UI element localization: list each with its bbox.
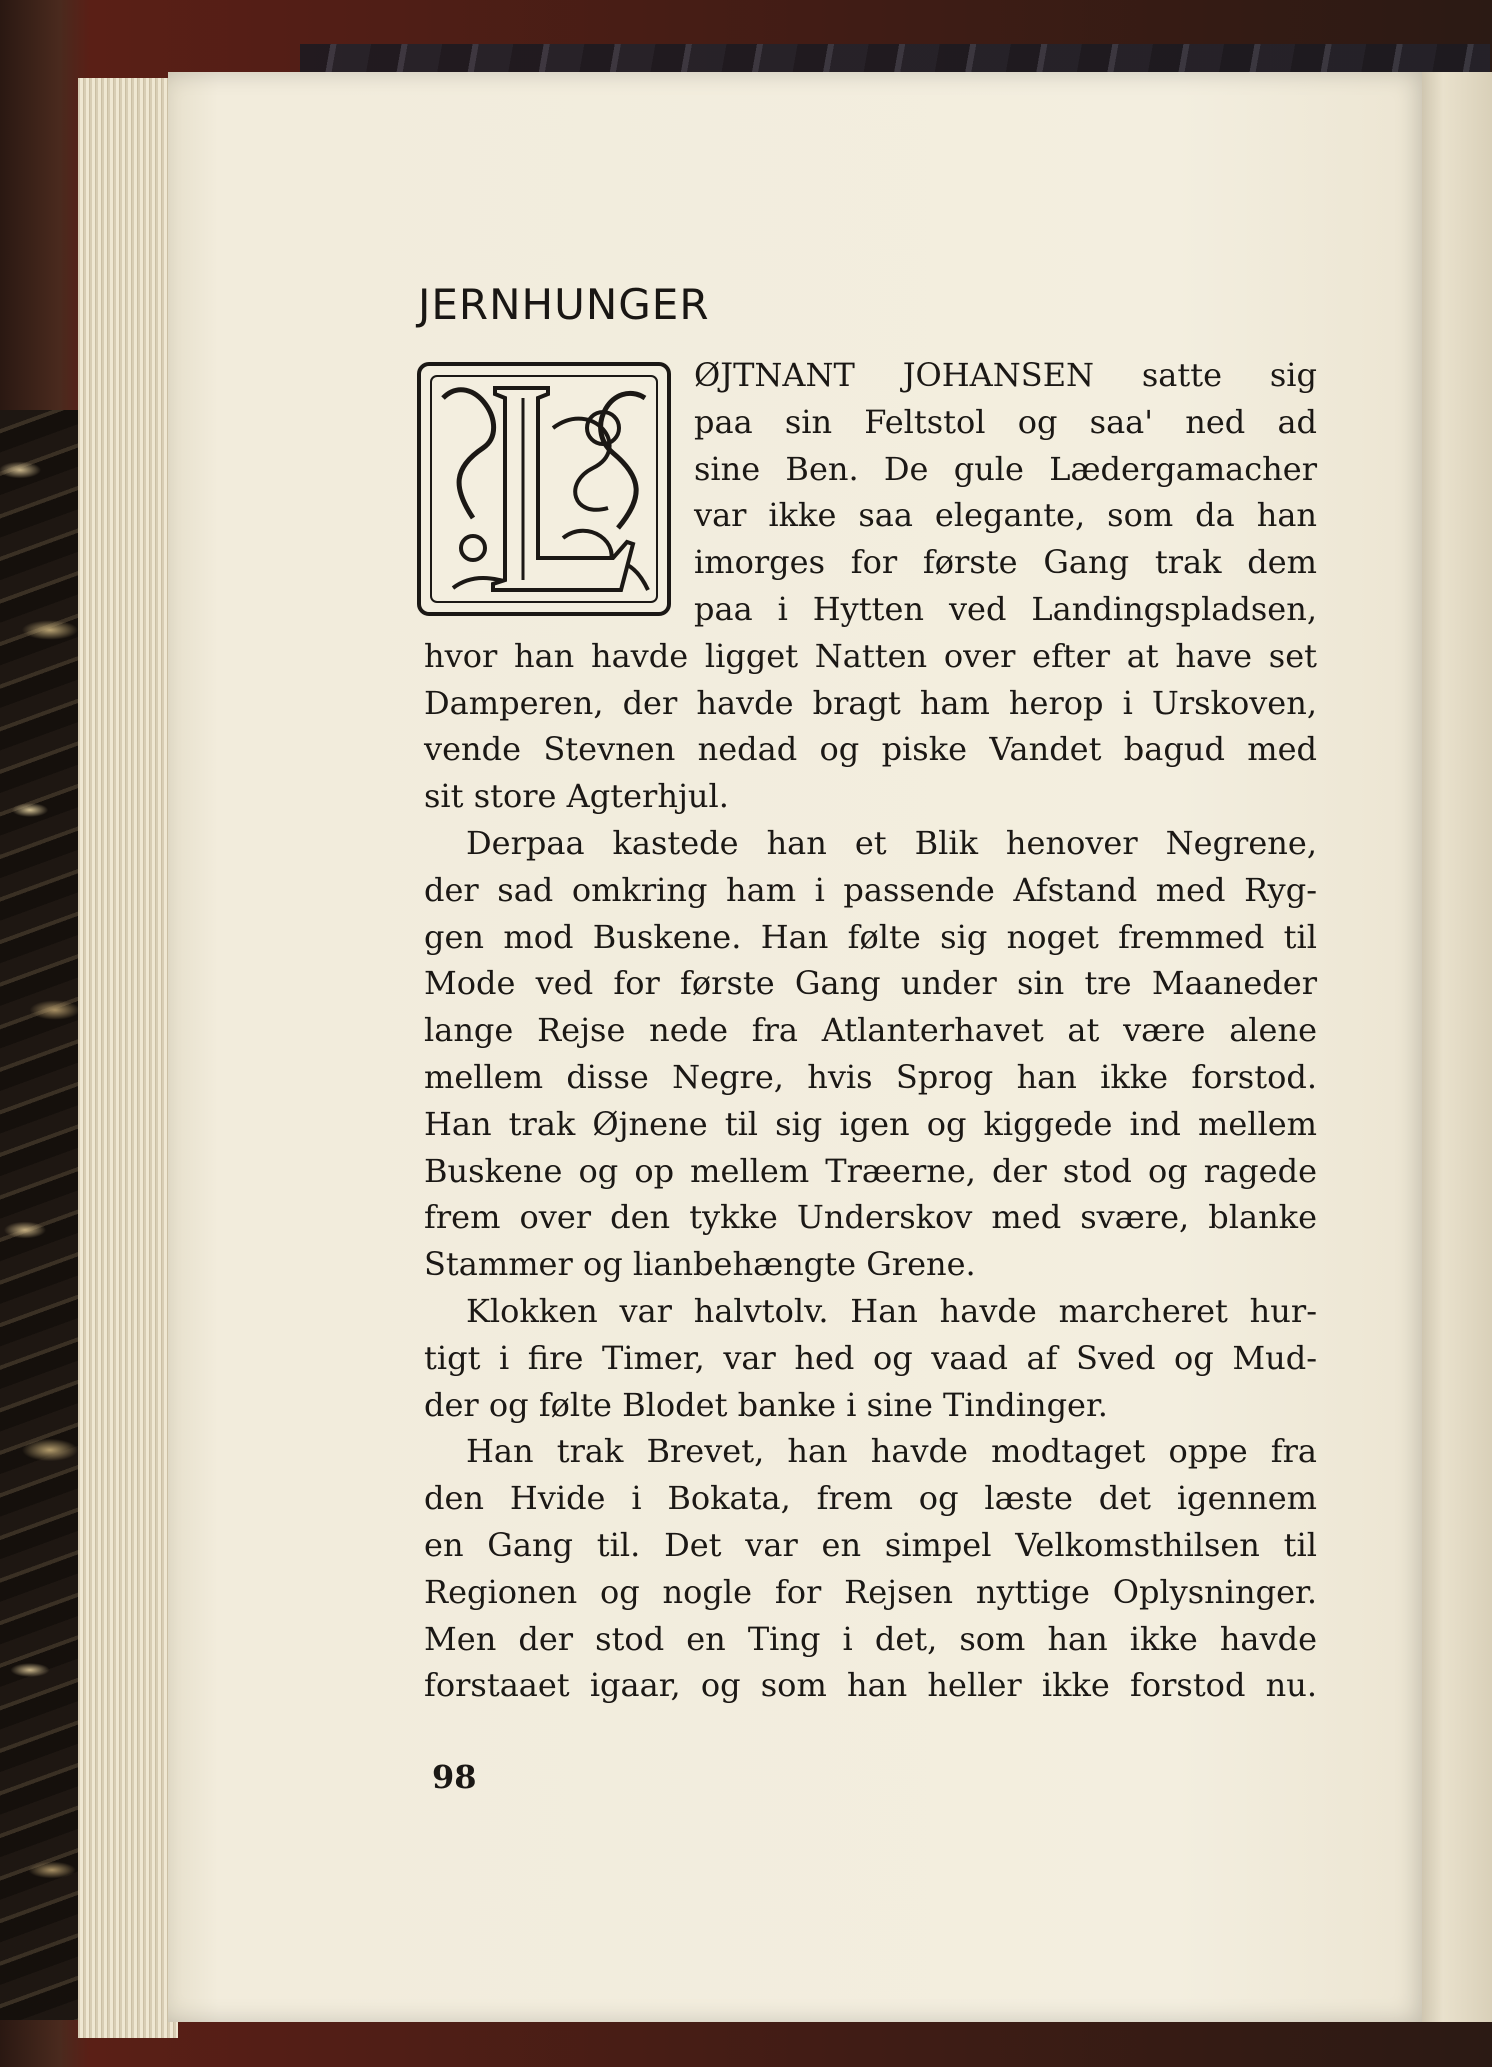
text-line: Men der stod en Ting i det, som han ikke havde (424, 1619, 1317, 1658)
facing-page-edge (1422, 72, 1492, 2022)
text-line: paa i Hytten ved Landingspladsen, (694, 589, 1317, 628)
text-line: der sad omkring ham i passende Afstand med Ryg- (424, 870, 1317, 909)
text-line: ØJTNANT JOHANSEN satte sig (694, 356, 1317, 394)
text-line: tigt i fire Timer, var hed og vaad af Sved og Mud- (424, 1338, 1317, 1377)
text-line: imorges for første Gang trak dem (694, 543, 1317, 582)
text-line: var ikke saa elegante, som da han (694, 496, 1317, 535)
text-line: Mode ved for første Gang under sin tre Maaneder (424, 964, 1317, 1003)
body-text (424, 352, 1317, 1709)
page-number: 98 (432, 1758, 477, 1796)
text-line: Damperen, der havde bragt ham herop i Urskoven, (424, 683, 1317, 722)
text-line: frem over den tykke Underskov med svære, blanke (424, 1198, 1317, 1237)
text-line: mellem disse Negre, hvis Sprog han ikke forstod. (424, 1057, 1317, 1096)
text-line: Stammer og lianbehængte Grene. (424, 1245, 976, 1284)
text-line: en Gang til. Det var en simpel Velkomsthilsen til (424, 1525, 1317, 1564)
text-line: Regionen og nogle for Rejsen nyttige Oplysninger. (424, 1572, 1317, 1611)
text-line: gen mod Buskene. Han følte sig noget fremmed til (424, 917, 1317, 956)
text-line: Han trak Brevet, han havde modtaget oppe fra (466, 1432, 1317, 1471)
page-edges (78, 78, 178, 2038)
text-line: vende Stevnen nedad og piske Vandet bagud med (424, 730, 1317, 769)
chapter-title: JERNHUNGER (418, 280, 710, 329)
text-line: paa sin Feltstol og saa' ned ad (694, 402, 1317, 441)
marbled-endpaper (0, 410, 78, 2020)
text-line: sit store Agterhjul. (424, 777, 729, 816)
text-line: lange Rejse nede fra Atlanterhavet at være alene (424, 1011, 1317, 1050)
text-line: Buskene og op mellem Træerne, der stod og ragede (424, 1151, 1317, 1190)
drop-cap-letter: L (413, 358, 414, 359)
text-line: Han trak Øjnene til sig igen og kiggede ind mellem (424, 1104, 1317, 1143)
text-line: sine Ben. De gule Lædergamacher (694, 449, 1317, 488)
text-line: den Hvide i Bokata, frem og læste det igennem (424, 1479, 1317, 1518)
text-line: der og følte Blodet banke i sine Tindinger. (424, 1385, 1108, 1424)
text-line: forstaaet igaar, og som han heller ikke forstod nu. (424, 1666, 1317, 1705)
text-line: Derpaa kastede han et Blik henover Negrene, (466, 823, 1317, 862)
text-line: hvor han havde ligget Natten over efter at have set (424, 636, 1317, 675)
text-line: Klokken var halvtolv. Han havde marcheret hur- (466, 1291, 1317, 1330)
